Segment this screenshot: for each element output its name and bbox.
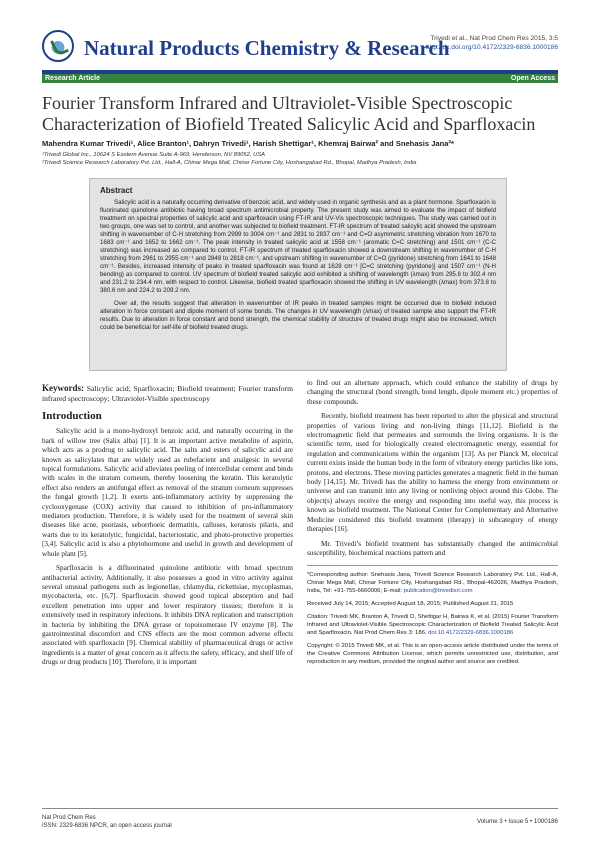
affiliation-2: ²Trivedi Science Research Laboratory Pvt. Ltd., Hall-A, Chinar Mega Mall, Chinar Fortune City, Hoshangabad Rd., Bhopal, Madhya Pradesh, India	[42, 160, 417, 166]
corresponding-author-text: *Corresponding author: Snehasis Jana, Trivedi Science Research Laboratory Pvt. Ltd., Hall-A, Chinar Mega Mall, Chinar Fortune City, Hoshangabad Rd., Bhopal-462026, Madhya Pradesh, India, Tel: +91-755-6660006; E-mail:	[307, 572, 558, 595]
open-access-label: Open Access	[510, 75, 555, 82]
title-line-2: Characterization of Biofield Treated Salicylic Acid and Sparfloxacin	[42, 114, 536, 134]
keywords-label: Keywords:	[42, 383, 84, 393]
affiliations	[42, 151, 558, 167]
email-link[interactable]: publication@trivedisrl.com	[403, 588, 473, 595]
journal-logo-icon	[42, 30, 74, 62]
affiliation-1: ¹Trivedi Global Inc., 10624 S Eastern Avenue Suite A-969, Henderson, NV 89052, USA	[42, 152, 265, 158]
footer-divider	[42, 808, 558, 809]
abstract-paragraph-2: Over all, the results suggest that alteration in wavenumber of IR peaks in treated samples might be occurred due to biofield induced alteration in force constant and dipole moment of some bonds. The changes in UV wavelength (λmax) of treated sample also support the FT-IR results. Due to alteration in force constant and bond strength, the chemical stability of structure of treated drugs might also be increased, which could be beneficial for self-life of biofield treated drugs.	[100, 300, 496, 331]
header-green-bar	[42, 74, 558, 83]
abstract-paragraph-1: Salicylic acid is a naturally occurring derivative of benzoic acid, and widely used in organic synthesis and as a plant hormone. Sparfloxacin is fluorinated quinolone antibiotic having broad spectrum antimicrobial property. The present study was aimed to evaluate the impact of biofield treatment on spectral properties of salicylic acid and sparfloxacin using FT-IR and UV-Vis spectroscopic techniques. The study was carried out in two groups, one was set to control, and another was subjected to biofield treatment. FT-IR spectrum of treated salicylic acid showed the upstream shifting in wavenumber of C-H stretching from 2999 to 3004 cm⁻¹ and 2831 to 2837 cm⁻¹ and C=O asymmetric stretching vibration from 1670 to 1683 cm⁻¹ and 1652 to 1662 cm⁻¹. The peak intensity in treated salicylic acid at 1558 cm⁻¹ (aromatic C=C stretching) and 1501 cm⁻¹ (C-C stretching) was increased as compared to control. FT-IR spectrum of treated sparfloxacin showed a downstream shifting in wavenumber of C-H stretching from 2961 to 2955 cm⁻¹ and 2848 to 2818 cm⁻¹, and upstream shifting in wavenumber of C=O (pyridone) stretching from 1641 to 1648 cm⁻¹. Besides, increased intensity of peaks in treated sparfloxacin was found at 1628 cm⁻¹ [C=C stretching (pyridone)] and 1507 cm⁻¹ (N-H bending) as compared to control. UV spectrum of biofield treated salicylic acid exhibited a shifting of wavelength (λmax) from 295.8 to 302.4 nm and 231.2 to 234.4 nm, with respect to control. Likewise, biofield treated sparfloxacin showed the shifting in UV wavelength (λmax) from 373.8 to 380.6 nm and 224.2 to 209.2 nm.	[100, 199, 496, 294]
copyright-note: Copyright: © 2015 Trivedi MK, et al. This is an open-access article distributed under the terms of the Creative Commons Attribution License, which permits unrestricted use, distribution, and reproduction in any medium, provided the original author and source are credited.	[307, 643, 558, 666]
corresponding-author-note	[307, 571, 558, 595]
title-line-1: Fourier Transform Infrared and Ultraviolet-Visible Spectroscopic	[42, 93, 513, 113]
footer-journal-abbrev: Nat Prod Chem Res	[42, 815, 96, 821]
intro-paragraph-2: Sparfloxacin is a difluorinated quinolone antibiotic with broad spectrum antibacterial activity. Additionally, it also possesses a good in vitro activity against several unusual pathogens such as legionellae, chlamydia, rickettsiae, mycoplasmas, mycobacteria, etc. [6,7]. Sparfloxacin showed good topical absorption and had excellent penetration into upper and lower respiratory tissues; therefore it is extensively used in respiratory infections. It inhibits DNA replication and transcription in bacteria by inhibiting the DNA gyrase or topoisomerase IV enzyme [8]. The gastrointestinal discomfort and CNS effects are the most common adverse effects associated with sparfloxacin [9]. Chemical stability of pharmaceutical drugs or active ingredients is a matter of great concern as it affects the safety, efficacy, and shelf life of drugs or drug products [10]. Therefore, it is important	[42, 564, 293, 667]
keywords	[42, 383, 293, 404]
trivedi-paragraph: Mr. Trivedi’s biofield treatment has substantially changed the antimicrobial susceptibility, biochemical reactions pattern and	[307, 539, 558, 557]
abstract-box	[89, 178, 507, 371]
footer-left	[42, 814, 172, 830]
citation-text: Citation: Trivedi MK, Branton A, Trivedi D, Shettigar H, Bairwa K, et al. (2015) Fourier Transform Infrared and Ultraviolet-Visible Spectroscopic Characterization of Biofield Treated Salicylic Acid and Sparfloxacin. Nat Prod Chem Res 3: 186.	[307, 614, 558, 637]
article-type-label: Research Article	[45, 75, 100, 82]
dates-note: Received July 14, 2015; Accepted August 18, 2015; Published August 21, 2015	[307, 601, 514, 608]
intro-continued-paragraph: to find out an alternate approach, which could enhance the stability of drugs by changing the structural (bond strength, bond length, dipole moment etc.) properties of these compounds.	[307, 379, 558, 406]
header-doi-link[interactable]: http://dx.doi.org/10.4172/2329-6836.1000186	[426, 44, 558, 51]
author-list: Mahendra Kumar Trivedi¹, Alice Branton¹, Dahryn Trivedi¹, Harish Shettigar¹, Khemraj Bairwa² and Snehasis Jana²*	[42, 139, 454, 148]
header-cite-line: Trivedi et al., Nat Prod Chem Res 2015, 3:5	[430, 35, 558, 42]
citation-doi-link[interactable]: doi:10.4172/2329-6836.1000186	[428, 630, 514, 637]
abstract-heading: Abstract	[100, 186, 133, 195]
notes-divider	[307, 565, 558, 566]
header-citation	[426, 34, 558, 52]
intro-paragraph-1: Salicylic acid is a mono-hydroxyl benzoic acid, and naturally occurring in the bark of willow tree (Salix alba) [1]. It is an important active metabolite of aspirin, which acts as a prodrug to salicylic acid. The salts and esters of salicylic acid are known as salicylates that are widely used as rubefacient and analgesic in several topical formulations. Salicylic acid alleviates peeling of intercellular cement and binds with scales in the stratum corneum, thereby loosening the keratin. This keratolytic effect also renders an antifungal effect as removal of the stratum corneum suppresses the fungal growth [1,2]. It exerts anti-inflammatory activity by suppressing the cyclooxygenase (COX) activity that caused to inhibition of pro-inflammatory mediators production. Therefore, it is widely used for the treatment of several skin diseases like acne, psoriasis, seborrhoeic dermatitis, calluses, keratosis pilaris, and warts due to its keratolytic, fungicidal, bacteriostatic, and photo-protective properties [3,4]. Salicylic acid is also a phytohormone and useful in growth and development of whole plant [5].	[42, 427, 293, 558]
keywords-text: Salicylic acid; Sparfloxacin; Biofield treatment; Fourier transform infrared spectroscopy; Ultraviolet-Visible spectroscopy	[42, 384, 293, 403]
biofield-paragraph: Recently, biofield treatment has been reported to alter the physical and structural properties of various living and non-living things [11,12]. Biofield is the electromagnetic field that permeates and surrounds the living organisms. It is the scientific term, used for biologically created electromagnetic energy, essential for regulation and communications within the organism [13]. As per Planck M, electrical current exists inside the human body in the form of vibratory energy particles like ions, protons, and electrons. These moving particles generates a magnetic field in the human body [14,15]. Mr. Trivedi has the ability to harness the energy from environment or universe and can transmit into any living or nonliving object around this Globe. The object(s) always receive the energy and responding into useful way, this process is known as biofield treatment. The National Center for Complementary and Alternative Medicine considered this biofield treatment (therapy) in subcategory of energy therapies [16].	[307, 412, 558, 534]
right-column	[307, 379, 558, 666]
left-column	[42, 379, 293, 668]
footer-issn: ISSN: 2329-6836 NPCR, an open access journal	[42, 823, 172, 829]
journal-title: Natural Products Chemistry & Research	[84, 36, 450, 60]
article-title	[42, 93, 558, 135]
citation-note	[307, 613, 558, 637]
introduction-heading: Introduction	[42, 410, 102, 422]
footer-volume: Volume 3 • Issue 5 • 1000186	[476, 818, 558, 825]
